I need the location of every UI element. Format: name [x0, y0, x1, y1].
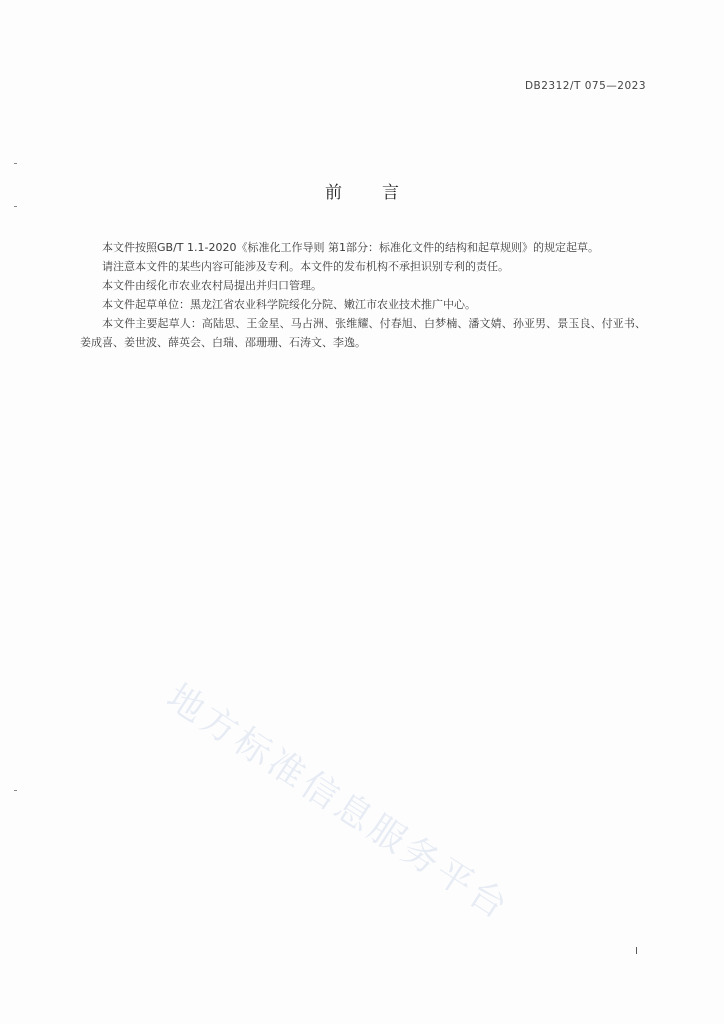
paragraph-drafting-rules: 本文件按照GB/T 1.1-2020《标准化工作导则 第1部分：标准化文件的结构和起草规则》的规定起草。: [102, 241, 599, 254]
scan-mark: [14, 163, 17, 164]
page-number: I: [635, 946, 638, 957]
document-code: DB2312/T 075—2023: [524, 80, 646, 92]
paragraph-drafters: 本文件主要起草人：高陆思、王金星、马占洲、张维耀、付春旭、白梦楠、潘文婧、孙亚男、景玉良、付亚书、姜成喜、姜世波、薛英会、白瑞、邵珊珊、石涛文、李逸。: [80, 317, 646, 349]
foreword-body: [80, 238, 646, 352]
watermark-text: 地方标准信息服务平台: [159, 676, 518, 929]
paragraph-proposer: 本文件由绥化市农业农村局提出并归口管理。: [102, 279, 322, 292]
scan-mark: [14, 790, 17, 791]
paragraph-patent-notice: 请注意本文件的某些内容可能涉及专利。本文件的发布机构不承担识别专利的责任。: [102, 260, 509, 273]
page-title: 前言: [325, 183, 439, 203]
paragraph-drafting-units: 本文件起草单位：黑龙江省农业科学院绥化分院、嫩江市农业技术推广中心。: [102, 298, 476, 311]
scan-mark: [14, 206, 17, 207]
